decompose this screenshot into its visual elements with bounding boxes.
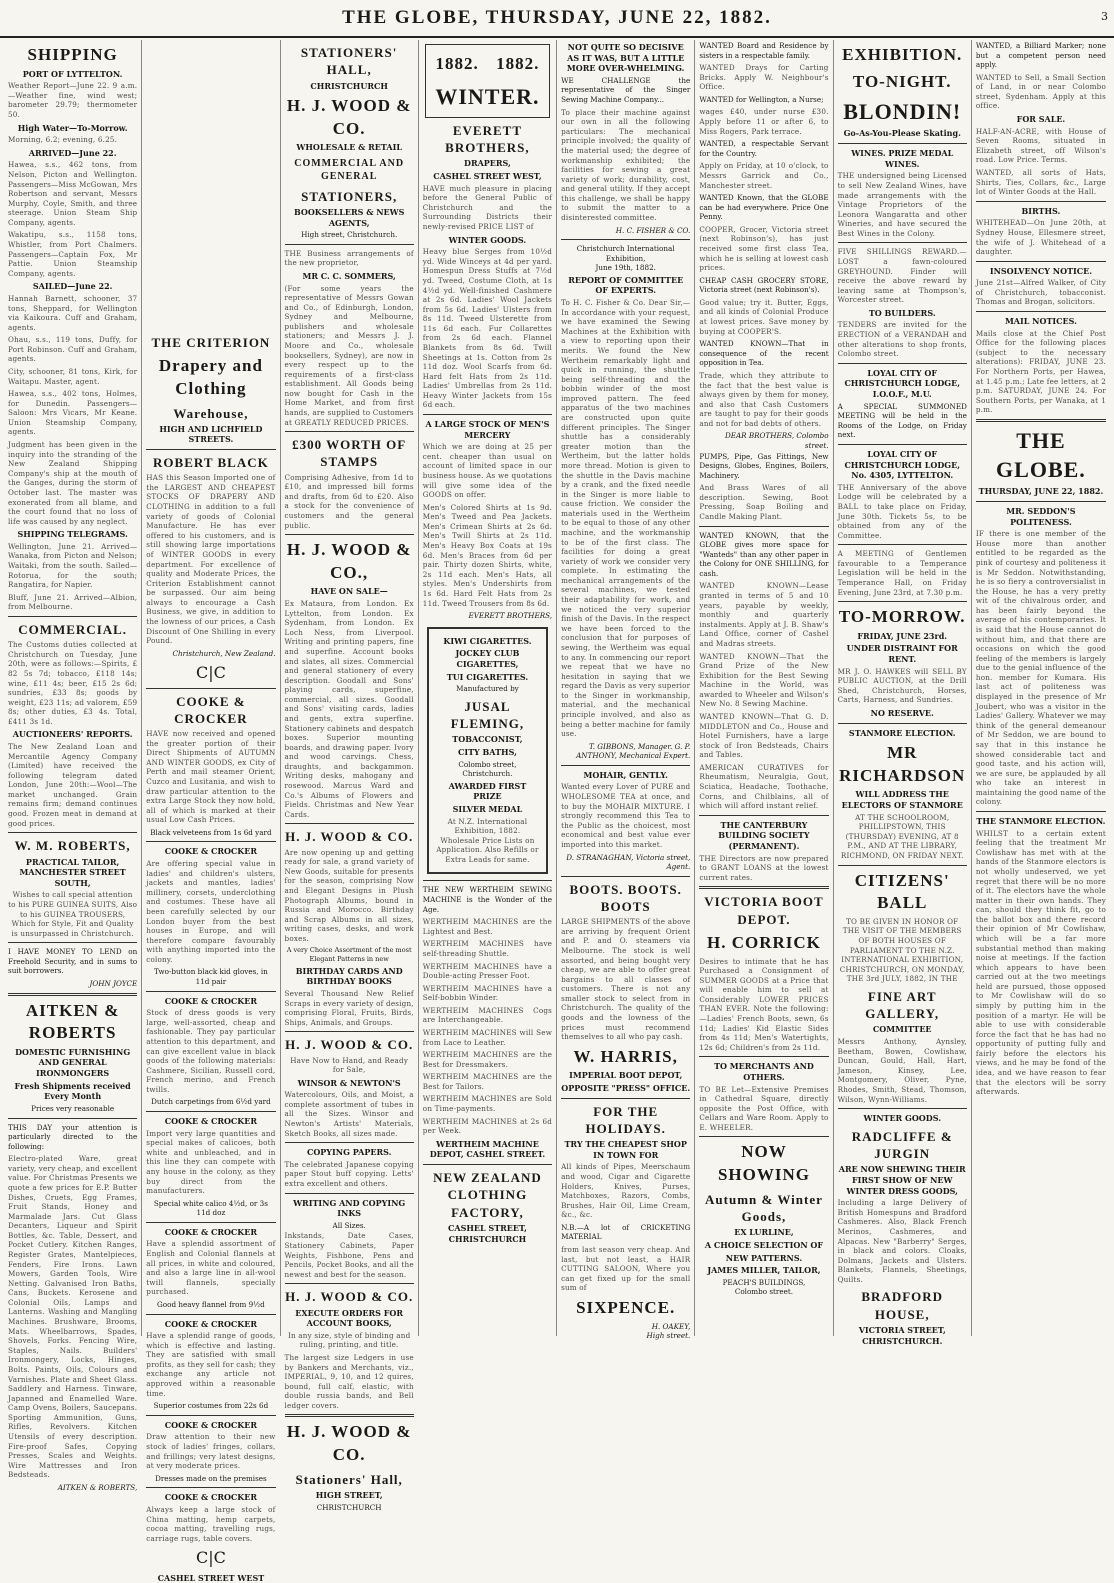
exhibition-label: Christchurch International Exhibition, bbox=[561, 244, 690, 263]
wanted-tea: WANTED KNOWN—That in consequence of the recent opposition in Tea. bbox=[699, 339, 828, 368]
money-notice: I HAVE MONEY TO LEND on Freehold Security, and in sums to suit borrowers. bbox=[8, 947, 137, 976]
kiwi-advert: KIWI CIGARETTES. JOCKEY CLUB CIGARETTES, TUI CIGARETTES. Manufactured by JUSAL FLEMING, TOBACCONIST, CITY BATHS, Colombo street, Christchurch. AWARDED FIRST PRIZE SILVER MEDAL At N.Z. International Exhibition, 1882. Wholesale Price Lists on Application. Also Refills or Extra Leads for same. bbox=[427, 627, 548, 875]
wertheim-notice: THE NEW WERTHEIM SEWING MACHINE is the Wonder of the Age. bbox=[423, 885, 552, 914]
criterion-heading: THE CRITERION bbox=[146, 334, 275, 351]
stationers-label: STATIONERS, bbox=[285, 188, 414, 205]
holidays-heading: FOR THE HOLIDAYS. bbox=[561, 1103, 690, 1138]
oakey-signature: H. OAKEY, bbox=[561, 1322, 690, 1332]
peach-buildings-label: PEACH'S BUILDINGS, bbox=[699, 1278, 828, 1288]
mail-heading: MAIL NOTICES. bbox=[976, 316, 1106, 327]
drapery-heading: Drapery and Clothing bbox=[146, 355, 275, 400]
wood-heading-5: H. J. WOOD & CO. bbox=[285, 1288, 414, 1305]
page-number: 3 bbox=[1101, 10, 1108, 23]
aitken-signature: AITKEN & ROBERTS, bbox=[8, 1483, 137, 1493]
roberts-heading: W. M. ROBERTS, bbox=[8, 837, 137, 854]
autumn-heading: Autumn & Winter Goods, bbox=[699, 1191, 828, 1226]
sailed-heading: SAILED—June 22. bbox=[8, 281, 137, 292]
report-heading: REPORT OF COMMITTEE OF EXPERTS. bbox=[561, 275, 690, 296]
high-street-label: High street, Christchurch. bbox=[285, 230, 414, 240]
winter-goods-heading-2: WINTER GOODS. bbox=[838, 1113, 967, 1124]
richardson-heading: MR RICHARDSON bbox=[838, 742, 967, 787]
sixpence-heading: SIXPENCE. bbox=[561, 1297, 690, 1320]
stamps-heading: £300 WORTH OF STAMPS bbox=[285, 436, 414, 471]
high-street-2: HIGH STREET, bbox=[285, 1490, 414, 1501]
imperial-label: IMPERIAL BOOT DEPOT, bbox=[561, 1070, 690, 1081]
not-quite-heading: NOT QUITE SO DECISIVE AS IT WAS, BUT A LITTLE MORE OVER-WHELMING. bbox=[561, 42, 690, 74]
column-everett: 1882. 1882. WINTER. EVERETT BROTHERS, DRAPERS, CASHEL STREET WEST, HAVE much pleasure in placing before the General Public of Christchurch and the Surrounding Districts their newly-revised PRICE LIST of WINTER GOODS. Heavy blue Serges from 10½d yd. Wide Winceys at 4d per yard. Homespun Dress Stuffs at 7½d yd. Tweed, Costume Cloth, at 1s 4½d yd. Well-finished Cashmere at 2s 6d. Ladies' Wool Jackets from 5s 6d. Ladies' Ulsters from 8s 11d. Tweed Ulsterette from 11s 6d each. Fur Collarettes from 2s 6d each. Flannel Blankets from 8s 6d. Twill Sheetings at 1s. Cotton from 2s 11d doz. Wool Scarfs from 6d. Hard felt Hats from 2s 11d. Ladies' Umbrellas from 2s 11d. Heavy Winter Jackets from 15s 6d each. A LARGE STOCK OF MEN'S MERCERY Which we are doing at 25 per cent. cheaper than usual on account of limited space in our business house. As we quotations will give some idea of the GOODS on offer. Men's Colored Shirts at 1s 9d. Men's Tweed and Pea Jackets. Men's Crimean Shirts at 2s 6d. Men's Twill Shirts at 2s 11d. Men's Heavy Box Coats at 19s 6d. Men's Braces from 6d per pair. Thirty dozen Shirts, white, 2s 11d each. Men's Hats, all styles. Men's Undershirts from 1s 6d. Hard Felt Hats from 2s 11d. Tweed Trousers from 8s 6d. EVERETT BROTHERS, KIWI CIGARETTES. JOCKEY CLUB CIGARETTES, TUI CIGARETTES. Manufactured by JUSAL FLEMING, TOBACCONIST, CITY BATHS, Colombo street, Christchurch. AWARDED FIRST PRIZE SILVER MEDAL At N.Z. International Exhibition, 1882. Wholesale Price Lists on Application. Also Refills or Extra Leads for same. THE NEW WERTHEIM SEWING MACHINE is the Wonder of the Age. WERTHEIM MACHINES are the Lightest and Best. WERTHEIM MACHINES have self-threading Shuttle. WERTHEIM MACHINES have a Double-acting Presser Foot. WERTHEIM MACHINES have a Self-bobbin Winder. WERTHEIM MACHINES Cogs are Interchangeable. WERTHEIM MACHINES will Sew from Lace to Leather. WERTHEIM MACHINES are the Best for Dressmakers. WERTHEIM MACHINES are the Best for Tailors. WERTHEIM MACHINES are Sold on Time-payments. WERTHEIM MACHINES at 2s 6d per Week. WERTHEIM MACHINE DEPOT, CASHEL STREET. NEW ZEALAND CLOTHING FACTORY, CASHEL STREET, CHRISTCHURCH bbox=[419, 40, 557, 1336]
globe-date: THURSDAY, JUNE 22, 1882. bbox=[976, 486, 1106, 497]
have-on-sale: HAVE ON SALE— bbox=[285, 586, 414, 597]
black-signature: Christchurch, New Zealand. bbox=[146, 649, 275, 659]
everett-address: CASHEL STREET WEST, bbox=[423, 171, 552, 182]
exhibition-heading: EXHIBITION. bbox=[838, 44, 967, 67]
merchants-heading: TO MERCHANTS AND OTHERS. bbox=[699, 1061, 828, 1082]
report-date: June 19th, 1882. bbox=[561, 263, 690, 273]
tonight-heading: TO-NIGHT. bbox=[838, 71, 967, 94]
wood-heading-3: H. J. WOOD & CO. bbox=[285, 828, 414, 845]
friday-label: FRIDAY, JUNE 23rd. bbox=[838, 631, 967, 642]
flannel-price: Good heavy flannel from 9½d bbox=[146, 1300, 275, 1310]
high-water-heading: High Water—To-Morrow. bbox=[8, 123, 137, 134]
carpet-price: Dutch carpetings from 6½d yard bbox=[146, 1097, 275, 1107]
miller-label: JAMES MILLER, TAILOR, bbox=[699, 1265, 828, 1276]
fine-art-heading: FINE ART GALLERY, bbox=[838, 988, 967, 1023]
building-society-heading: THE CANTERBURY BUILDING SOCIETY (PERMANENT). bbox=[699, 820, 828, 852]
victoria-boot-heading: VICTORIA BOOT DEPOT. bbox=[699, 893, 828, 928]
no-reserve-label: NO RESERVE. bbox=[838, 708, 967, 719]
tomorrow-heading: TO-MORROW. bbox=[838, 606, 967, 629]
special-meeting: A SPECIAL SUMMONED MEETING will be held in the Rooms of the Lodge, on Friday next. bbox=[838, 402, 967, 440]
winsor-heading: WINSOR & NEWTON'S bbox=[285, 1078, 414, 1089]
telegrams-heading: SHIPPING TELEGRAMS. bbox=[8, 529, 137, 540]
for-sale-heading: FOR SALE. bbox=[976, 114, 1106, 125]
christchurch-2: CHRISTCHURCH bbox=[285, 1503, 414, 1513]
this-day-notice: THIS DAY your attention is particularly directed to the following: bbox=[8, 1123, 137, 1152]
christchurch-label: CHRISTCHURCH bbox=[285, 81, 414, 92]
dresses-note: Dresses made on the premises bbox=[146, 1474, 275, 1484]
column-shipping: SHIPPING PORT OF LYTTELTON. Weather Report—June 22. 9 a.m.—Weather fine, wind west; barometer 29.79; thermometer 50. High Water—To-Morrow. Morning, 6.2; evening, 6.25. ARRIVED—June 22. Hawea, s.s., 462 tons, from Nelson, Picton and Wellington. Passengers—Miss McGowan, Mrs Robertson and servant, Messrs Murphy, Coyle, Smith, and three steerage. Union Steam Ship Company, agents. Wakatipu, s.s., 1158 tons, Whistler, from Port Chalmers. Passengers—Captain Fox, Mr Pattie. Union Steamship Company, agents. SAILED—June 22. Hannah Barnett, schooner, 37 tons, Sheppard, for Wellington via Kaikoura. Cuff and Graham, agents. Ohau, s.s., 119 tons, Duffy, for Port Robinson. Cuff and Graham, agents. City, schooner, 81 tons, Kirk, for Waitapu. Master, agent. Hawea, s.s., 402 tons, Holmes, for Dunedin. Passengers—Saloon: Mrs Vicars, Mr Keane. Union Steamship Company, agents. Judgment has been given in the inquiry into the stranding of the New Zealand Shipping Company's ship at the mouth of the Ganges, during the storm of October last. The master was exonerated from all blame, and the court found that no loss of life was caused by any neglect. SHIPPING TELEGRAMS. Wellington, June 21. Arrived—Wanaka, from Picton and Nelson; Waitaki, from the south. Sailed—Rotorua, for the south; Rangatira, for Napier. Bluff, June 21. Arrived—Albion, from Melbourne. COMMERCIAL. The Customs duties collected at Christchurch on Tuesday, June 20th, were as follows:—Spirits, £ 82 5s 7d; tobacco, £118 14s; wine, £11 4s; beer, £15 2s 6d; sundries, £33 8s; goods by weight, £23 11s; ad valorem, £59 8s; other duties, £3 4s. Total, £411 3s 1d. AUCTIONEERS' REPORTS. The New Zealand Loan and Mercantile Agency Company (Limited) have received the following telegram dated London, June 20th:—Wool—The market unchanged. Grain remains firm; demand continues good. Frozen meat in demand at good prices. W. M. ROBERTS, PRACTICAL TAILOR, MANCHESTER STREET SOUTH, Wishes to call special attention to his PURE GUINEA SUITS, Also to his GUINEA TROUSERS, Which for Style, Fit and Quality is unsurpassed in Christchurch. I HAVE MONEY TO LEND on Freehold Security, and in sums to suit borrowers. JOHN JOYCE AITKEN & ROBERTS DOMESTIC FURNISHING AND GENERAL IRONMONGERS Fresh Shipments received Every Month Prices very reasonable THIS DAY your attention is particularly directed to the following: Electro-plated Ware, great variety, very cheap, and excellent value. For Christmas Presents we quote a few prices for E.P. Butter Dishes, Cruets, Egg Frames, Fruit Stands, Honey and Marmalade Jars. Cut Glass Decanters, Liqueur and Spirit Bottles, &c. Table, Dessert, and Pocket Cutlery. Kitchen Ranges, Register Grates, Mantelpieces, Fenders, Fire Irons. Lawn Mowers, Garden Tools, Wire Netting. Galvanised Iron Baths, Cans, Buckets. Kerosene and Colonial Oils, Lamps and Lanterns. Washing and Mangling Machines. Brushware, Brooms, Mats. Wheelbarrows, Spades, Shovels, Forks. Fencing Wire, Staples, Nails. Builders' Ironmongery, Locks, Hinges, Bolts. Paints, Oils, Colours and Varnishes. Plate and Sheet Glass. Saddlery and Harness. Tinware, Japanned and Enamelled Ware. Camp Ovens, Boilers, Saucepans. Sporting Ammunition, Guns, Rifles, Revolvers. Kitchen Utensils of every description. Fire-proof Safes, Copying Presses, Scales and Weights. Wire Mattresses and Iron Bedsteads. AITKEN & ROBERTS, bbox=[4, 40, 142, 1336]
opposite-label: OPPOSITE "PRESS" OFFICE. bbox=[561, 1083, 690, 1094]
mens-heading: A LARGE STOCK OF MEN'S MERCERY bbox=[423, 419, 552, 440]
sommers-name: MR C. C. SOMMERS, bbox=[285, 271, 414, 282]
pumps-notice: PUMPS, Pipe, Gas Fittings, New Designs, Globes, Engines, Boilers, Machinery. bbox=[699, 452, 828, 481]
roberts-subheading: PRACTICAL TAILOR, MANCHESTER STREET SOUTH, bbox=[8, 857, 137, 889]
citizens-ball-heading: CITIZENS' BALL bbox=[838, 870, 967, 915]
seddon-heading: MR. SEDDON'S POLITENESS. bbox=[976, 506, 1106, 527]
the-globe-heading: THE GLOBE. bbox=[976, 426, 1106, 485]
oakey-address: High street. bbox=[561, 1331, 690, 1341]
stationers-hall-2: Stationers' Hall, bbox=[285, 1471, 414, 1488]
velveteen-price: Black velveteens from 1s 6d yard bbox=[146, 828, 275, 838]
copying-heading: COPYING PAPERS. bbox=[285, 1147, 414, 1158]
aitken-note: Fresh Shipments received Every Month bbox=[8, 1081, 137, 1102]
cc-monogram: C|C bbox=[146, 662, 275, 683]
patterns-label: NEW PATTERNS. bbox=[699, 1253, 828, 1264]
corrick-heading: H. CORRICK bbox=[699, 932, 828, 955]
aitken-subheading: DOMESTIC FURNISHING AND GENERAL IRONMONGERS bbox=[8, 1047, 137, 1079]
city-baths-label: CITY BATHS, bbox=[434, 747, 541, 758]
drapers-label: DRAPERS, bbox=[423, 158, 552, 169]
column-wanted: WANTED Board and Residence by sisters in a respectable family. WANTED Drays for Carting Bricks. Apply W. Neighbour's Office. WANTED for Wellington, a Nurse; wages £40, under nurse £30. Apply before 11 or after 6, to Miss Rogers, Park terrace. WANTED, a respectable Servant for the Country. Apply on Friday, at 10 o'clock, to Messrs Garrick and Co., Manchester street. WANTED Known, that the GLOBE can be had everywhere. Price One Penny. COOPER, Grocer, Victoria street (next Robinson's), has just received some first class Tea, which he is selling at lowest cash prices. CHEAP CASH GROCERY STORE, Victoria street (next Robinson's). Good value; try it. Butter, Eggs, and all kinds of Colonial Produce at lowest prices. Save money by buying at COOPER'S. WANTED KNOWN—That in consequence of the recent opposition in Tea. Trade, which they attribute to the fact that the best value is always given by them for money, and also that Cash Customers are taught to pay for their goods and not for bad debts of others. DEAR BROTHERS, Colombo street. PUMPS, Pipe, Gas Fittings, New Designs, Globes, Engines, Boilers, Machinery. And Brass Wares of all description. Sewing, Boot Pressing, Soap Boiling and Candle Making Plant. WANTED KNOWN, that the GLOBE gives more space for "Wanteds" than any other paper in the Colony for ONE SHILLING, for cash. WANTED KNOWN—Lease granted in terms of 5 and 10 years, payable by weekly, monthly and quarterly instalments. Apply at J. B. Shaw's Land Office, corner of Cashel and Madras streets. WANTED KNOWN—That the Grand Prize of the New Exhibition for the Best Sewing Machine in the World, was awarded to Wheeler and Wilson's New No. 8 Sewing Machine. WANTED KNOWN—That G. D. MIDDLETON and Co., House and Hotel Furnishers, have a large stock of Iron Bedsteads, Chairs and Tables. AMERICAN CURATIVES for Rheumatism, Neuralgia, Gout, Sciatica, Headache, Toothache, Corns, and Chilblains, all of which will afford instant relief. THE CANTERBURY BUILDING SOCIETY (PERMANENT). THE Directors are now prepared to GRANT LOANS at the lowest current rates. VICTORIA BOOT DEPOT. H. CORRICK Desires to intimate that he has Purchased a Consignment of SUMMER GOODS at a Price that will enable him to sell at Considerably LOWER PRICES THAN EVER. Note the following:—Ladies' French Boots, sewn, 6s 11d; Ladies' Kid Elastic Sides from 4s 11d; Men's Watertights, 12s 6d; Children's from 2s 11d. TO MERCHANTS AND OTHERS. TO BE Let—Extensive Premises in Cathedral Square, directly opposite the Post Office, with Cellars and Ware Room. Apply to E. WHEELER. NOW SHOWING Autumn & Winter Goods, EX LURLINE, A CHOICE SELECTION OF NEW PATTERNS. JAMES MILLER, TAILOR, PEACH'S BUILDINGS, Colombo street. bbox=[695, 40, 833, 1336]
column-globe: WANTED, a Billiard Marker; none but a competent person need apply. WANTED to Sell, a Small Section of Land, in or near Colombo street, Sydenham. Apply at this office. FOR SALE. HALF-AN-ACRE, with House of Seven Rooms, situated in Elizabeth street, off Wilson's road. Low Price. Terms. WANTED, all sorts of Hats, Shirts, Ties, Collars, &c., Large lot of Winter Goods at the Hall. BIRTHS. WHITEHEAD—On June 20th, at Sydney House, Ellesmere street, the wife of J. Whitehead of a daughter. INSOLVENCY NOTICE. June 21st—Alfred Walker, of City of Christchurch, tobacconist. Thomas and Brogan, solicitors. MAIL NOTICES. Mails close at the Chief Post Office for the following places (subject to the necessary alterations): FRIDAY, JUNE 23. For Northern Ports, per Hawea, at 1.45 p.m.; Late fee letters, at 2 p.m. SATURDAY, JUNE 24. For Southern Ports, per Wanaka, at 1 p.m. THE GLOBE. THURSDAY, JUNE 22, 1882. MR. SEDDON'S POLITENESS. IF there is one member of the House more than another entitled to be regarded as the pink of courtesy and politeness it is Mr Seddon. Notwithstanding, he is so fiery a controversialist in the House, he has a very pretty wit of the chivalrous order, and has been fairly beyond the average of his contemporaries. It is said that the House cannot do without him, and that there are occasions on which the good feeling of the members is largely due to the genial influence of the hon. member for Kumara. His last act of politeness was displayed in the presence of Mr Joubert, who was a visitor in the Ladies' Gallery. Whatever we may think of the general demeanour of Mr Seddon, we are bound to say that in this instance he showed considerable tact and good taste, and his action will, we are sure, be applauded by all who take an interest in maintaining the good name of the colony. THE STANMORE ELECTION. WHILST to a certain extent feeling that the treatment Mr Cowlishaw has met with at the hands of the Stanmore electors is not wholly undeserved, we yet regret that there will be no more of it. The electors have the whole matter in their own hands. They can, should they think fit, go to the ballot box and there record their opinion of Mr Cowlishaw, which will be a far more substantial method than making noise at meetings. If the faction which appears to have been carried out at the two meetings held are pursued, those opposed to Mr Cowlishaw will do so simply by putting him in the position of a martyr. He will be able to use with considerable force the fact that he has had no opportunity of putting fully and fairly before the electors his views, and he may be fond of the idea, and we have reason to fear that the electors will be sorry afterwards. bbox=[972, 40, 1110, 1336]
winter-goods-heading: WINTER GOODS. bbox=[423, 235, 552, 246]
column-criterion: THE CRITERION Drapery and Clothing Warehouse, HIGH AND LICHFIELD STREETS. ROBERT BLACK HAS this Season Imported one of the LARGEST AND CHEAPEST STOCKS OF DRAPERY AND CLOTHING in addition to a full variety of goods of Colonial Manufacture. He has ever offered to his customers, and is still showing large importations of WINTER GOODS in every department. For excellence of quality and Moderate Prices, the Criterion Establishment cannot be surpassed. Our aim being always to encourage a Cash Business, we give, in addition to the lowness of our prices, a Cash Discount of One Shilling in every Pound. Christchurch, New Zealand. C|C COOKE & CROCKER HAVE now received and opened the greater portion of their Direct Shipments of AUTUMN AND WINTER GOODS, ex City of Perth and mail steamer Orient, Cuzco and Lusitania, and wish to draw particular attention to the extra Large Stock they now hold, all of which is marked at their usual Low Cash Prices. Black velveteens from 1s 6d yard COOKE & CROCKER Are offering special value in ladies' and children's ulsters, jackets and mantles, ladies' millinery, corsets, underclothing and costumes. These have all been carefully selected by our London buyer from the best houses in Europe, and will therefore compare favourably with anything imported into the colony. Two-button black kid gloves, in 11d pair COOKE & CROCKER Stock of dress goods is very large, well-assorted, cheap and fashionable. They pay particular attention to this department, and can give excellent value in black goods of the following materials: Cashmere, Sicilian, Russell cord, French merino, and French twills. Dutch carpetings from 6½d yard COOKE & CROCKER Import very large quantities and special makes of calicoes, both white and unbleached, and in this line they can compete with any house in the colony, as they buy direct from the manufacturers. Special white calico 4½d, or 3s 11d doz COOKE & CROCKER Have a splendid assortment of English and Colonial flannels at all prices, in white and coloured, and also a large line in all-wool twill flannels, specially purchased. Good heavy flannel from 9½d COOKE & CROCKER Have a splendid range of goods, which is effective and lasting. They are satisfied with small profits, as they sell for cash; they exchange any article not approved within a reasonable time. Superior costumes from 22s 6d COOKE & CROCKER Draw attention to their new stock of ladies' fringes, collars, and frillings; very latest designs, at very moderate prices. Dresses made on the premises COOKE & CROCKER Always keep a large stock of China matting, hemp carpets, cocoa matting, travelling rugs, carriage rugs, table covers. C|C CASHEL STREET WEST bbox=[142, 40, 280, 1336]
wanted-globe: WANTED Known, that the GLOBE can be had everywhere. Price One Penny. bbox=[699, 193, 828, 222]
cheap-cash-store: CHEAP CASH GROCERY STORE, Victoria street (next Robinson's). bbox=[699, 276, 828, 295]
wertheim-depot: WERTHEIM MACHINE DEPOT, CASHEL STREET. bbox=[423, 1139, 552, 1160]
newspaper-title: THE GLOBE, THURSDAY, JUNE 22, 1882. bbox=[342, 7, 772, 29]
black-heading: ROBERT BLACK bbox=[146, 454, 275, 471]
cooke-heading: COOKE & CROCKER bbox=[146, 693, 275, 728]
commercial-label: COMMERCIAL AND GENERAL bbox=[285, 157, 414, 184]
stationers-hall-heading: STATIONERS' HALL, bbox=[285, 44, 414, 79]
prices-note: Prices very reasonable bbox=[8, 1104, 137, 1114]
account-books-heading: EXECUTE ORDERS FOR ACCOUNT BOOKS, bbox=[285, 1308, 414, 1329]
skating-heading: Go-As-You-Please Skating. bbox=[838, 128, 967, 139]
column-exhibition: EXHIBITION. TO-NIGHT. BLONDIN! Go-As-You-Please Skating. WINES. PRIZE MEDAL WINES. THE undersigned being Licensed to sell New Zealand Wines, have made arrangements with the Vintage Proprietors of the Leonora Wangaratta and other Wineries, and have secured the Best Wines in the Colony. FIVE SHILLINGS REWARD.—LOST a fawn-coloured GREYHOUND. Finder will receive the above reward by leaving same at Thompson's, Worcester street. TO BUILDERS. TENDERS are invited for the ERECTION of a VERANDAH and other alterations to shop fronts, Colombo street. LOYAL CITY OF CHRISTCHURCH LODGE, I.O.O.F., M.U. A SPECIAL SUMMONED MEETING will be held in the Rooms of the Lodge, on Friday next. LOYAL CITY OF CHRISTCHURCH LODGE, No. 4305, LYTTELTON. THE Anniversary of the above Lodge will be celebrated by a BALL to take place on Friday, June 30th. Tickets 5s, to be obtained from any of the Committee. A MEETING of Gentlemen favourable to a Temperance Legislation will be held in the Temperance Hall, on Friday Evening, June 23rd, at 7.30 p.m. TO-MORROW. FRIDAY, JUNE 23rd. UNDER DISTRAINT FOR RENT. MR J. O. HAWKES will SELL BY PUBLIC AUCTION, at the Drill Shed, Christchurch, Horses, Carts, Harness, and Sundries. NO RESERVE. STANMORE ELECTION. MR RICHARDSON WILL ADDRESS THE ELECTORS OF STANMORE AT THE SCHOOLROOM, PHILLIPSTOWN, THIS (THURSDAY) EVENING, AT 8 P.M., AND AT THE LIBRARY, RICHMOND, ON FRIDAY NEXT. CITIZENS' BALL TO BE GIVEN IN HONOR OF THE VISIT OF THE MEMBERS OF BOTH HOUSES OF PARLIAMENT TO THE N.Z. INTERNATIONAL EXHIBITION, CHRISTCHURCH, ON MONDAY, THE 3rd JULY, 1882, IN THE FINE ART GALLERY, COMMITTEE Messrs Anthony, Aynsley, Beetham, Bowen, Cowlishaw, Duncan, Gould, Hall, Hart, Jameson, Kinsey, Lee, Montgomery, Oliver, Pyne, Rhodes, Smith, Stead, Thomson, Wilson, Wynn-Williams. WINTER GOODS. RADCLIFFE & JURGIN ARE NOW SHEWING THEIR FIRST SHOW OF NEW WINTER DRESS GOODS, Including a large Delivery of British Homespuns and Bradford Cashmeres. Also, Black French Merinos, Cashmeres, and Alpacas. New "Barberry" Serges, in black and colors. Cloaks, Dolmans, Jackets and Ulsters. Blankets, Flannels, Sheetings, Quilts. BRADFORD HOUSE, VICTORIA STREET, CHRISTCHURCH. bbox=[834, 40, 972, 1336]
wanted-servant: WANTED, a respectable Servant for the Country. bbox=[699, 139, 828, 158]
lurline-label: EX LURLINE, bbox=[699, 1227, 828, 1238]
wood-heading-4: H. J. WOOD & CO. bbox=[285, 1036, 414, 1053]
stanmore-heading: STANMORE ELECTION. bbox=[838, 728, 967, 739]
radcliffe-heading: RADCLIFFE & JURGIN bbox=[838, 1128, 967, 1163]
page-columns bbox=[4, 40, 1110, 1336]
commercial-heading: COMMERCIAL. bbox=[8, 621, 137, 638]
nz-clothing-address: CASHEL STREET, CHRISTCHURCH bbox=[423, 1223, 552, 1244]
stanmore-election-heading: THE STANMORE ELECTION. bbox=[976, 816, 1106, 827]
fisher-signature: H. C. FISHER & CO. bbox=[561, 226, 690, 236]
try-label: TRY THE CHEAPEST SHOP IN TOWN FOR bbox=[561, 1139, 690, 1160]
wood-heading-2: H. J. WOOD & CO., bbox=[285, 539, 414, 584]
blondin-heading: BLONDIN! bbox=[838, 97, 967, 126]
wood-heading: H. J. WOOD & CO. bbox=[285, 95, 414, 140]
victoria-street-label: VICTORIA STREET, CHRISTCHURCH. bbox=[838, 1325, 967, 1346]
year-right: 1882. bbox=[490, 53, 545, 76]
cashel-street: CASHEL STREET WEST bbox=[146, 1573, 275, 1583]
wanted-nurse: WANTED for Wellington, a Nurse; bbox=[699, 95, 828, 105]
arrived-heading: ARRIVED—June 22. bbox=[8, 148, 137, 159]
silver-medal-label: SILVER MEDAL bbox=[434, 804, 541, 815]
colombo-street-label: Colombo street. bbox=[699, 1287, 828, 1297]
costume-price: Superior costumes from 22s 6d bbox=[146, 1401, 275, 1411]
challenge-notice: WE CHALLENGE the representative of the Singer Sewing Machine Company... bbox=[561, 76, 690, 105]
boots-heading: BOOTS. BOOTS. BOOTS bbox=[561, 881, 690, 916]
choice-label: A CHOICE SELECTION OF bbox=[699, 1240, 828, 1251]
jockey-heading: JOCKEY CLUB CIGARETTES, bbox=[434, 648, 541, 669]
distraint-label: UNDER DISTRAINT FOR RENT. bbox=[838, 643, 967, 664]
insolvency-heading: INSOLVENCY NOTICE. bbox=[976, 266, 1106, 277]
colombo-label: Colombo street, Christchurch. bbox=[434, 760, 541, 779]
column-singer: NOT QUITE SO DECISIVE AS IT WAS, BUT A LITTLE MORE OVER-WHELMING. WE CHALLENGE the representative of the Singer Sewing Machine Company... To place their machine against our own in all the following particulars: The mechanical principle involved; the quality of the material used; the degree of workmanship exhibited; the facilities for sewing a great variety of work; durability, cost, and general utility. If they accept this challenge, we shall be happy to submit the matter to a disinterested committee. H. C. FISHER & CO. Christchurch International Exhibition, June 19th, 1882. REPORT OF COMMITTEE OF EXPERTS. To H. C. Fisher & Co. Dear Sir,—In accordance with your request, we have examined the Sewing Machines at the Exhibition with a view to reporting upon their merits. We found the New Wertheim remarkably light and quick in running, the shuttle being self-threading and the bobbin winder of the most improved pattern. The feed apparatus of the two machines are constructed upon quite different principles. The Singer shuttle has a considerably greater motion than the Wertheim, but the latter holds more thread. Motion is given to the shuttle in the Davis machine by a crank, and the fixed needle in the Singer is more liable to cause friction. We consider the materials used in the Wertheim to be equal to those of any other machine, and the workmanship to be of the first class. The facilities for doing a great variety of work we consider very complete. In estimating the mechanical arrangements of the several machines, we tested their adaptability for work, and we noticed the very superior finish of the Davis. In the respect we have been forced to the conclusion that for purposes of sewing, the Wertheim was equal to any. In commencing our report we repeat that we have no hesitation in saying that we regard the Davis as very superior to the Singer in workmanship, material, and the mechanical principle involved, and also as being a better machine for family use. T. GIBBONS, Manager. G. P. ANTHONY, Mechanical Expert. MOHAIR, GENTLY. Wanted every Lover of PURE and WHOLESOME TEA at once, and to buy the MOHAIR MIXTURE. I strongly recommend this Tea to the Public as the choicest, most economical and best value ever imported into this market. D. STRANAGHAN, Victoria street, Agent. BOOTS. BOOTS. BOOTS LARGE SHIPMENTS of the above are arriving by frequent Orient and P. and O. steamers via Melbourne. The stock is well assorted, and being bought very cheap, we are able to offer great bargains to all classes of customers. There is not any smaller stock to select from in Christchurch. The quality of the goods and the lowness of the prices must recommend themselves to all who pay cash. W. HARRIS, IMPERIAL BOOT DEPOT, OPPOSITE "PRESS" OFFICE. FOR THE HOLIDAYS. TRY THE CHEAPEST SHOP IN TOWN FOR All kinds of Pipes, Meerschaum and wood, Cigar and Cigarette Holders, Knives, Purses, Matchboxes, Razors, Combs, Brushes, Hair Oil, Lime Cream, &c., &c. N.B.—A lot of CRICKETING MATERIAL from last season very cheap. And last, but not least, a HAIR CUTTING SALOON, Where you can get fixed up for the small sum of SIXPENCE. H. OAKEY, High street. bbox=[557, 40, 695, 1336]
tobacconist-label: TOBACCONIST, bbox=[434, 734, 541, 745]
nz-clothing-heading: NEW ZEALAND CLOTHING FACTORY, bbox=[423, 1169, 552, 1221]
wholesale-label: WHOLESALE & RETAIL bbox=[285, 142, 414, 153]
winter-heading: WINTER. bbox=[430, 82, 545, 111]
money-signature: JOHN JOYCE bbox=[8, 979, 137, 989]
mohair-heading: MOHAIR, GENTLY. bbox=[561, 770, 690, 781]
dear-brothers: DEAR BROTHERS, Colombo street. bbox=[699, 431, 828, 450]
loyal-heading: LOYAL CITY OF CHRISTCHURCH LODGE, No. 4305, LYTTELTON. bbox=[838, 449, 967, 481]
now-showing-heading: NOW SHOWING bbox=[699, 1141, 828, 1186]
year-left: 1882. bbox=[430, 53, 485, 76]
tui-heading: TUI CIGARETTES. bbox=[434, 672, 541, 683]
shipping-heading: SHIPPING bbox=[8, 44, 137, 67]
address-label: WILL ADDRESS THE ELECTORS OF STANMORE bbox=[838, 789, 967, 810]
builders-heading: TO BUILDERS. bbox=[838, 308, 967, 319]
bradford-heading: BRADFORD HOUSE, bbox=[838, 1288, 967, 1323]
committee-heading: COMMITTEE bbox=[838, 1024, 967, 1035]
masthead bbox=[0, 0, 1114, 38]
auctioneers-heading: AUCTIONEERS' REPORTS. bbox=[8, 729, 137, 740]
warehouse-heading: Warehouse, bbox=[146, 405, 275, 422]
all-sizes-label: All Sizes. bbox=[285, 1221, 414, 1231]
writing-heading: WRITING AND COPYING INKS bbox=[285, 1198, 414, 1219]
jusal-heading: JUSAL FLEMING, bbox=[434, 698, 541, 733]
cricketing-note: N.B.—A lot of CRICKETING MATERIAL bbox=[561, 1223, 690, 1242]
column-wood: STATIONERS' HALL, CHRISTCHURCH H. J. WOOD & CO. WHOLESALE & RETAIL COMMERCIAL AND GENERAL STATIONERS, BOOKSELLERS & NEWS AGENTS, High street, Christchurch. THE Business arrangements of the new proprietor, MR C. C. SOMMERS, (For some years the representative of Messrs Gowan and Co., of Edinburgh, London, Sydney and Melbourne, publishers and wholesale stationers; and Messrs J. J. Moore and Co., wholesale booksellers, Sydney), are now in every respect up to the requirements of a first-class establishment. All Goods being now bought for Cash in the Home Market, and from first hands, are supplied to Customers at GREATLY REDUCED PRICES. £300 WORTH OF STAMPS Comprising Adhesive, from 1d to £10, and impressed bill forms and drafts, from 6d to £20. Also a stock for the convenience of customers and the general public. H. J. WOOD & CO., HAVE ON SALE— Ex Mataura, from London. Ex Lyttelton, from London. Ex Sydenham, from London. Ex Loch Ness, from Liverpool. Writing and printing papers, fine and superfine. Account books and slates, all sizes. Commercial and general stationery of every description. Goodall and Sons' playing cards, superfine, commercial, all sizes. Goodall and Sons' visiting cards, ladies and gents, extra superfine. Stationery cabinets and despatch boxes. Superior mounting boards, and drawing paper. Ivory and wood carvings. Chess, draughts, and backgammon. Writing desks, mahogany and rosewood. Marcus Ward and Co.'s Albums of Flowers and Fields. Christmas and New Year Cards. H. J. WOOD & CO. Are now opening up and getting ready for sale, a grand variety of New Goods, suitable for presents for the season, comprising Now and Elegant Designs in Plush Photograph Albums, bound in Russia and Morocco. Birthday and Scrap Albums in all sizes, writing cases, desks, and work boxes. A very Choice Assortment of the most Elegant Patterns in new BIRTHDAY CARDS AND BIRTHDAY BOOKS Several Thousand New Relief Scraps in every variety of design, comprising Floral, Fruits, Birds, Ships, Animals, and Groups. H. J. WOOD & CO. Have Now to Hand, and Ready for Sale, WINSOR & NEWTON'S Watercolours, Oils, and Moist, a complete assortment of tubes in all the Sizes. Winsor and Newton's Artists' Materials, Sketch Books, all sizes made. COPYING PAPERS. The celebrated Japanese copying paper Stout buff copying. Letts' extra excellent and others. WRITING AND COPYING INKS All Sizes. Inkstands, Date Cases, Stationery Cabinets, Paper Weights, Fishbone, Pens and Pencils, Pocket Books, and all the newest and best for the season. H. J. WOOD & CO. EXECUTE ORDERS FOR ACCOUNT BOOKS, In any size, style of binding and ruling, printing, and title. The largest size Ledgers in use by Bankers and Merchants, viz., IMPERIAL, 9, 10, and 12 quires, bound, full calf, elastic, with double russia bands, and Bell ledger covers. H. J. WOOD & CO. Stationers' Hall, HIGH STREET, CHRISTCHURCH bbox=[281, 40, 419, 1336]
port-heading: PORT OF LYTTELTON. bbox=[8, 69, 137, 80]
wanted-board: WANTED Board and Residence by sisters in a respectable family. bbox=[699, 41, 828, 60]
first-show-label: ARE NOW SHEWING THEIR FIRST SHOW OF NEW WINTER DRESS GOODS, bbox=[838, 1164, 967, 1196]
wood-heading-6: H. J. WOOD & CO. bbox=[285, 1421, 414, 1466]
aitken-heading: AITKEN & ROBERTS bbox=[8, 1000, 137, 1045]
wanted-billiard: WANTED, a Billiard Marker; none but a competent person need apply. bbox=[976, 41, 1106, 70]
booksellers-label: BOOKSELLERS & NEWS AGENTS, bbox=[285, 207, 414, 228]
calico-price: Special white calico 4½d, or 3s 11d doz bbox=[146, 1199, 275, 1218]
everett-signature: EVERETT BROTHERS, bbox=[423, 611, 552, 621]
lodge-heading: LOYAL CITY OF CHRISTCHURCH LODGE, I.O.O.F., M.U. bbox=[838, 368, 967, 400]
globe-wanteds: WANTED KNOWN, that the GLOBE gives more space for "Wanteds" than any other paper in the Colony for ONE SHILLING, for cash. bbox=[699, 531, 828, 579]
wines-heading: WINES. PRIZE MEDAL WINES. bbox=[838, 148, 967, 169]
harris-heading: W. HARRIS, bbox=[561, 1046, 690, 1069]
birthday-heading: BIRTHDAY CARDS AND BIRTHDAY BOOKS bbox=[285, 966, 414, 987]
criterion-address: HIGH AND LICHFIELD STREETS. bbox=[146, 424, 275, 445]
kiwi-heading: KIWI CIGARETTES. bbox=[434, 636, 541, 647]
everett-heading: EVERETT BROTHERS, bbox=[423, 122, 552, 157]
births-heading: BIRTHS. bbox=[976, 206, 1106, 217]
manufactured-label: Manufactured by bbox=[434, 684, 541, 694]
awarded-label: AWARDED FIRST PRIZE bbox=[434, 781, 541, 802]
